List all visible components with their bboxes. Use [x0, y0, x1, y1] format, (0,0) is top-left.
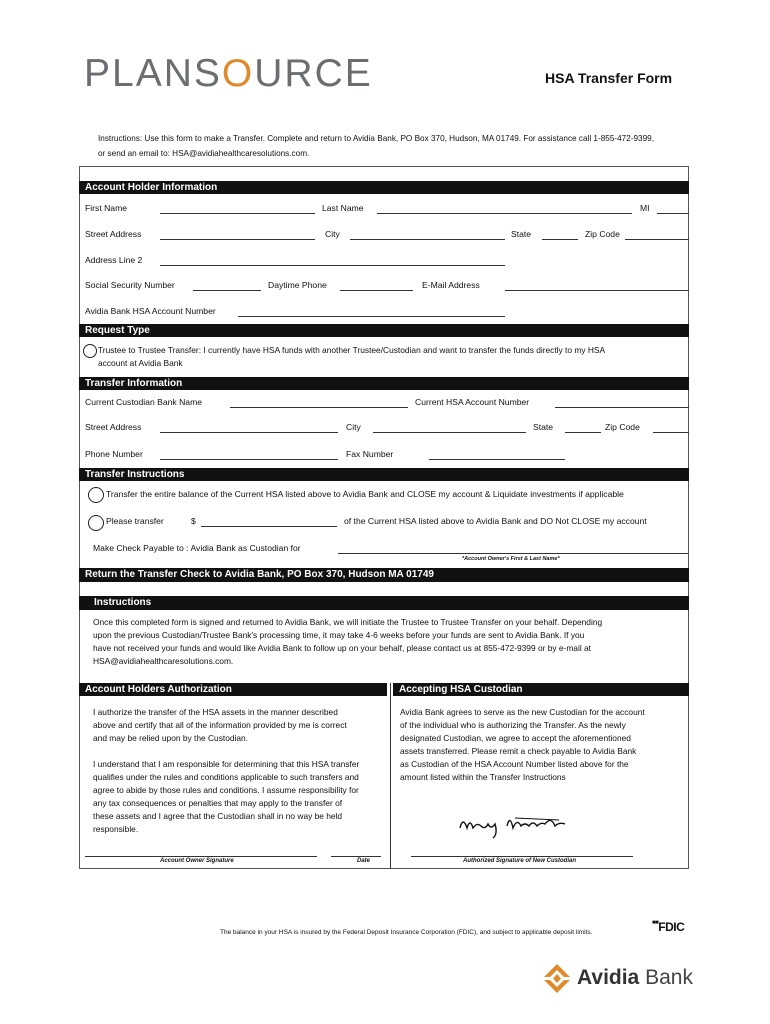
- mi-label: MI: [640, 203, 650, 213]
- date-line[interactable]: [331, 856, 381, 857]
- payable-name-field[interactable]: [338, 553, 688, 554]
- avidia-diamond-icon: [540, 962, 574, 996]
- date-label: Date: [357, 858, 371, 864]
- state-field[interactable]: [542, 239, 578, 240]
- state-label: State: [511, 229, 532, 239]
- ti-state-field[interactable]: [565, 432, 601, 433]
- payable-label: Make Check Payable to : Avidia Bank as Custodian for: [93, 543, 301, 553]
- ti-zip-field[interactable]: [653, 432, 689, 433]
- avidia-bank-logo: Avidia Bank: [577, 966, 693, 989]
- account-holder-heading: Account Holder Information: [79, 181, 689, 194]
- paragraph-line: responsible.: [93, 824, 139, 834]
- ti-city-field[interactable]: [373, 432, 526, 433]
- entire-balance-radio[interactable]: [88, 487, 104, 503]
- paragraph-line: designated Custodian, we agree to accept the aforementioned: [400, 733, 631, 743]
- ti-city-label: City: [346, 422, 361, 432]
- trustee-transfer-radio[interactable]: [83, 344, 97, 358]
- request-type-heading: Request Type: [79, 324, 689, 337]
- top-instructions: Instructions: Use this form to make a Transfer. Complete and return to Avidia Bank, PO Box 370, Hudson, MA 01749. For assistance call 1-855-472-9399, or send an email to: HSA@avidiahealthcaresolutions.com.: [98, 134, 654, 158]
- custodian-paragraph: [400, 706, 690, 784]
- city-label: City: [325, 229, 340, 239]
- paragraph-line: and may be relied upon by the Custodian.: [93, 733, 249, 743]
- column-divider: [390, 683, 391, 869]
- entire-balance-text: Transfer the entire balance of the Current HSA listed above to Avidia Bank and CLOSE my account & Liquidate investments if applicable: [106, 489, 624, 499]
- paragraph-line: of the individual who is authorizing the Transfer. As the newly: [400, 720, 626, 730]
- paragraph-line: as Custodian of the HSA Account Number listed above for the: [400, 759, 629, 769]
- partial-transfer-radio[interactable]: [88, 515, 104, 531]
- paragraph-line: I authorize the transfer of the HSA assets in the manner described: [93, 707, 338, 717]
- fdic-logo: ■■FDIC: [652, 920, 685, 934]
- phone-field[interactable]: [160, 459, 338, 460]
- phone-label: Phone Number: [85, 449, 143, 459]
- custodian-signature: [455, 810, 570, 840]
- email-field[interactable]: [505, 290, 689, 291]
- city-field[interactable]: [350, 239, 505, 240]
- paragraph-line: assets transferred. Please remit a check payable to Avidia Bank: [400, 746, 637, 756]
- partial-transfer-text: of the Current HSA listed above to Avidia Bank and DO Not CLOSE my account: [344, 516, 647, 526]
- address2-label: Address Line 2: [85, 255, 143, 265]
- owner-signature-line[interactable]: [85, 856, 317, 857]
- mi-field[interactable]: [657, 213, 689, 214]
- paragraph-line: any tax consequences or penalties that may apply to the transfer of: [93, 798, 343, 808]
- zip-label: Zip Code: [585, 229, 620, 239]
- authorization-paragraph-2: [93, 758, 388, 836]
- instructions-heading: Instructions: [79, 596, 689, 610]
- paragraph-line: Avidia Bank agrees to serve as the new Custodian for the account: [400, 707, 645, 717]
- payable-note: *Account Owner's First & Last Name*: [462, 556, 560, 562]
- ssn-label: Social Security Number: [85, 280, 175, 290]
- form-title: HSA Transfer Form: [545, 70, 673, 86]
- fax-label: Fax Number: [346, 449, 394, 459]
- ti-zip-label: Zip Code: [605, 422, 640, 432]
- ti-street-field[interactable]: [160, 432, 338, 433]
- first-name-field[interactable]: [160, 213, 315, 214]
- paragraph-line: these assets and I agree that the Custodian shall in no way be held: [93, 811, 343, 821]
- authorization-heading: Account Holders Authorization: [79, 683, 387, 696]
- return-check-heading: Return the Transfer Check to Avidia Bank, PO Box 370, Hudson MA 01749: [79, 568, 689, 582]
- custodian-heading: Accepting HSA Custodian: [393, 683, 689, 696]
- last-name-label: Last Name: [322, 203, 364, 213]
- day-phone-field[interactable]: [340, 290, 413, 291]
- street-field[interactable]: [160, 239, 315, 240]
- paragraph-line: agree to abide by those rules and conditions. I assume responsibility for: [93, 785, 359, 795]
- street-label: Street Address: [85, 229, 142, 239]
- custodian-signature-line: [411, 856, 633, 857]
- custodian-signature-label: Authorized Signature of New Custodian: [463, 858, 577, 864]
- authorization-paragraph-1: [93, 706, 388, 745]
- ti-state-label: State: [533, 422, 554, 432]
- hsa-account-field[interactable]: [238, 316, 505, 317]
- last-name-field[interactable]: [377, 213, 632, 214]
- current-acct-field[interactable]: [555, 407, 689, 408]
- zip-field[interactable]: [625, 239, 689, 240]
- fax-field[interactable]: [429, 459, 565, 460]
- dollar-sign: $: [191, 516, 196, 526]
- transfer-amount-field[interactable]: [201, 526, 337, 527]
- first-name-label: First Name: [85, 203, 128, 213]
- ssn-field[interactable]: [193, 290, 261, 291]
- owner-signature-label: Account Owner Signature: [160, 858, 234, 864]
- instructions-paragraph: Once this completed form is signed and returned to Avidia Bank, we will initiate the Trustee to Trustee Transfer on your behalf. Depending upon the previous Custodian/Trustee Bank's processing time, it may take 4-6 weeks before your funds are sent to Avidia Bank. If you have not received your funds and would like Avidia Bank to follow up on your behalf, please contact us at 855-472-9399 or by e-mail at HSA@avidiahealthcaresolutions.com.: [93, 617, 603, 666]
- fdic-note: The balance in your HSA is insured by the Federal Deposit Insurance Corporation (FDIC), and subject to applicable deposit limits.: [220, 929, 593, 936]
- transfer-info-heading: Transfer Information: [79, 377, 689, 390]
- address2-field[interactable]: [160, 265, 505, 266]
- paragraph-line: qualifies under the rules and conditions applicable to such transfers and: [93, 772, 359, 782]
- paragraph-line: I understand that I am responsible for determining that this HSA transfer: [93, 759, 360, 769]
- email-label: E-Mail Address: [422, 280, 480, 290]
- paragraph-line: amount listed within the Transfer Instructions: [400, 772, 566, 782]
- custodian-bank-label: Current Custodian Bank Name: [85, 397, 203, 407]
- trustee-transfer-text: Trustee to Trustee Transfer: I currently have HSA funds with another Trustee/Custodian and want to transfer the funds directly to my HSA account at Avidia Bank: [98, 345, 606, 368]
- custodian-bank-field[interactable]: [230, 407, 408, 408]
- transfer-instructions-heading: Transfer Instructions: [79, 468, 689, 481]
- plansource-logo: PLANSOURCE: [84, 52, 373, 95]
- paragraph-line: above and certify that all of the information provided by me is correct: [93, 720, 347, 730]
- day-phone-label: Daytime Phone: [268, 280, 327, 290]
- ti-street-label: Street Address: [85, 422, 142, 432]
- current-acct-label: Current HSA Account Number: [415, 397, 530, 407]
- partial-transfer-label: Please transfer: [106, 516, 164, 526]
- hsa-account-label: Avidia Bank HSA Account Number: [85, 306, 216, 316]
